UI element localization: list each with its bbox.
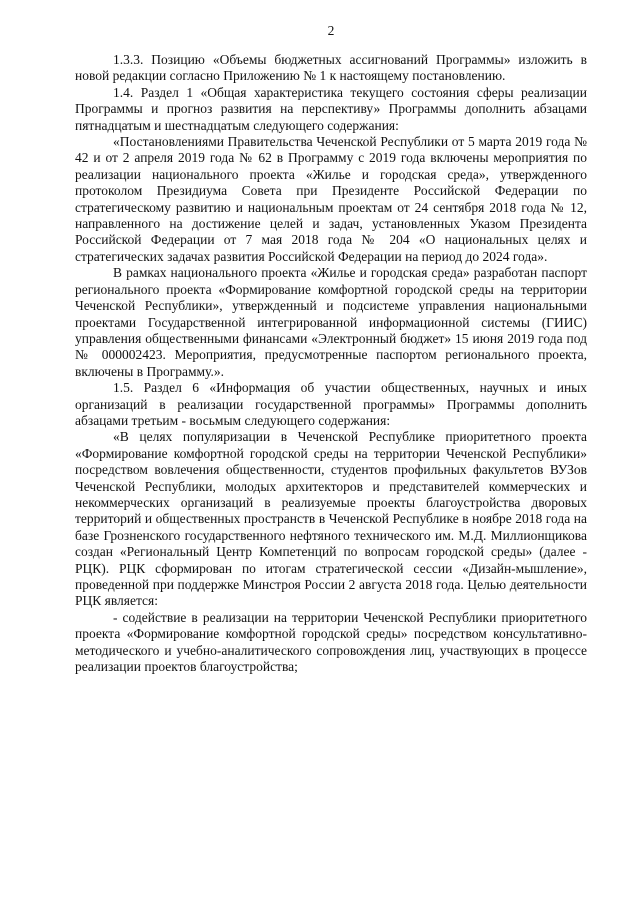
document-page — [75, 22, 587, 675]
page-number: 2 — [327, 23, 335, 38]
paragraph-1-4: 1.4. Раздел 1 «Общая характеристика текущего состояния сферы реализации Программы и прогноз развития на перспективу» Программы дополнить абзацами пятнадцатым и шестнадцатым следующего содержания: — [75, 84, 587, 133]
paragraph-national-project: В рамках национального проекта «Жилье и городская среда» разработан паспорт регионального проекта «Формирование комфортной городской среды на территории Чеченской Республики», утвержденный и подсистеме управления национальными проектами Государственной интегрированной информационной системы (ГИИС) управления общественными финансами «Электронный бюджет» 15 июня 2019 года под № 000002423. Мероприятия, предусмотренные паспортом регионального проекта, включены в Программу.». — [75, 265, 587, 379]
paragraph-1-5: 1.5. Раздел 6 «Информация об участии общественных, научных и иных организаций в реализации государственной программы» Программы дополнить абзацами третьим - восьмым следующего содержания: — [75, 380, 587, 428]
paragraph-quote-popularization: «В целях популяризации в Чеченской Республике приоритетного проекта «Формирование комфортной городской среды на территории Чеченской Республики» посредством вовлечения общественности, студентов профильных факультетов ВУЗов Чеченской Республики, молодых архитекторов и представителей коммерческих и некоммерческих организаций в реализуемые проекты благоустройства дворовых территорий и общественных пространств в Чеченской Республике в ноябре 2018 года на базе Грозненского государственного нефтяного технического им. М.Д. Миллионщикова создан «Региональный Центр Компетенций по вопросам городской среды» (далее - РЦК). РЦК сформирован по итогам стратегической сессии «Дизайн-мышление», проведенной при поддержке Минстроя России 2 августа 2018 года. Целью деятельности РЦК является: — [75, 429, 587, 609]
paragraph-quote-resolutions: «Постановлениями Правительства Чеченской Республики от 5 марта 2019 года № 42 и от 2 апреля 2019 года № 62 в Программу с 2019 года включены мероприятия по реализации национального проекта «Жилье и городская среда», утвержденного протоколом Президиума Совета при Президенте Российской Федерации по стратегическому развитию и национальным проектам от 24 сентября 2018 года № 12, направленного на достижение целей и задач, установленных Указом Президента Российской Федерации от 7 мая 2018 года № 204 «О национальных целях и стратегических задачах развития Российской Федерации на период до 2024 года». — [75, 134, 587, 264]
paragraph-1-3-3: 1.3.3. Позицию «Объемы бюджетных ассигнований Программы» изложить в новой редакции согласно Приложению № 1 к настоящему постановлению. — [75, 52, 587, 84]
paragraph-rck-goal-item: - содействие в реализации на территории Чеченской Республики приоритетного проекта «Формирование комфортной городской среды» посредством консультативно-методического и учебно-аналитического сопровождения лиц, участвующих в процессе реализации проектов благоустройства; — [75, 609, 587, 675]
